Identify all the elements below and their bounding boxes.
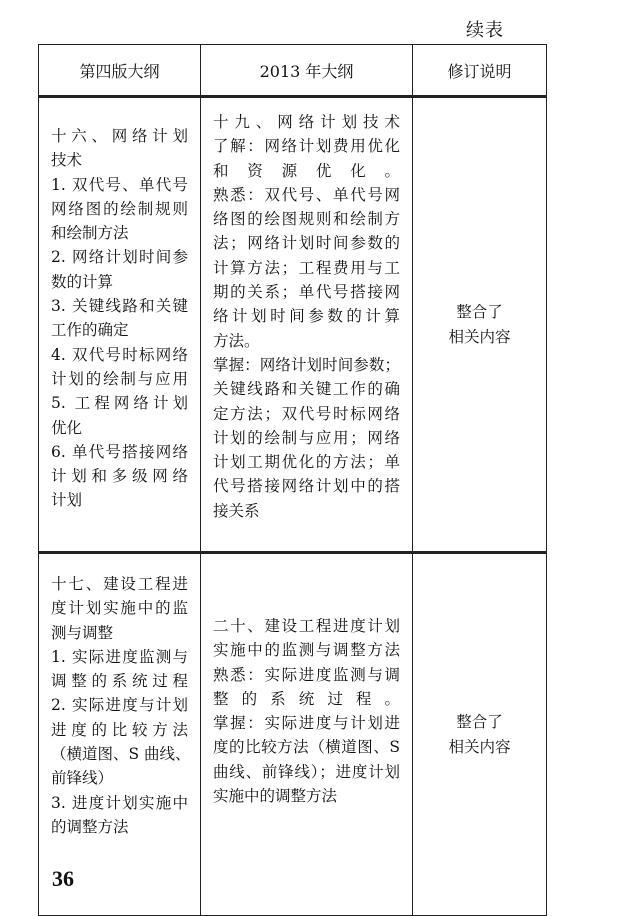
cell-text-line: 接关系	[213, 501, 260, 520]
cell-text-line: 相关内容	[448, 327, 511, 346]
cell-text-line: 前锋线）	[51, 769, 114, 788]
cell-text-line: 5. 工程网络计划	[51, 394, 188, 413]
cell-text-line: 实施中的调整方法	[213, 787, 338, 806]
cell-text-line: 十六、网络计划	[51, 127, 188, 145]
cell-text-line: 3. 关键线路和关键	[51, 297, 188, 316]
cell-text-line: 计划的绘制与应用；网络	[213, 428, 400, 447]
cell-fourth-edition	[39, 553, 201, 916]
cell-text-line: 4. 双代号时标网络	[51, 345, 188, 364]
cell-text-line: 十七、建设工程进	[51, 575, 188, 593]
cell-text-line: 定方法；双代号时标网络	[213, 404, 400, 423]
syllabus-comparison-table	[38, 44, 547, 916]
cell-text-line: 度计划实施中的监	[51, 599, 188, 618]
cell-text-line: 期的关系；单代号搭接网	[213, 283, 400, 302]
cell-text-line: 数的计算	[51, 272, 114, 291]
cell-2013-syllabus	[201, 553, 413, 916]
header-revision-notes: 修订说明	[413, 45, 547, 97]
cell-text-line: 度的比较方法（横道图、S	[213, 738, 400, 757]
cell-text-line: 3. 进度计划实施中	[51, 793, 188, 812]
cell-text-line: 曲线、前锋线）；进度计划	[213, 762, 400, 781]
cell-revision-note	[413, 97, 547, 553]
cell-text-line: 工作的确定	[51, 321, 129, 340]
cell-text-line: 十九、网络计划技术	[213, 113, 400, 131]
cell-text-line: 优化	[51, 418, 83, 437]
cell-text-line: 计划的绘制与应用	[51, 369, 188, 388]
table-row	[39, 97, 547, 553]
cell-text-line: 测与调整	[51, 623, 114, 642]
cell-text-line: 1. 实际进度监测与	[51, 647, 188, 666]
cell-text-line: 熟悉：实际进度监测与调	[213, 665, 400, 684]
cell-text-line: 6. 单代号搭接网络	[51, 442, 188, 461]
cell-text-line: 实施中的监测与调整方法	[213, 641, 400, 660]
cell-text-line: 方法。	[213, 331, 260, 350]
cell-text-line: 网络图的绘制规则	[51, 199, 188, 218]
cell-text-line: 调整的系统过程	[51, 672, 188, 691]
cell-text-line: 掌握：网络计划时间参数；	[213, 355, 400, 374]
cell-text-line: （横道图、S 曲线、	[51, 745, 191, 764]
cell-text-line: 计算方法；工程费用与工	[213, 258, 400, 277]
cell-text-line: 关键线路和关键工作的确	[213, 380, 400, 399]
cell-text-line: 计划	[51, 491, 83, 510]
cell-text-line: 二十、建设工程进度计划	[213, 617, 400, 635]
cell-text-line: 法；网络计划时间参数的	[213, 234, 400, 253]
cell-text-line: 络计划时间参数的计算	[213, 307, 400, 326]
cell-text-line: 整的系统过程。	[213, 689, 400, 708]
cell-text-line: 了解：网络计划费用优化	[213, 137, 400, 156]
cell-text-line: 熟悉：双代号、单代号网	[213, 185, 400, 204]
cell-text-line: 整合了	[456, 713, 503, 732]
header-2013-syllabus: 2013 年大纲	[201, 45, 413, 97]
cell-text-line: 掌握：实际进度与计划进	[213, 714, 400, 733]
cell-text-line: 进度的比较方法	[51, 720, 188, 739]
cell-text-line: 2. 实际进度与计划	[51, 696, 188, 715]
cell-text-line: 计划和多级网络	[51, 467, 188, 486]
header-fourth-edition: 第四版大纲	[39, 45, 201, 97]
cell-text-line: 计划工期优化的方法；单	[213, 453, 400, 472]
cell-text-line: 的调整方法	[51, 817, 129, 836]
table-row	[39, 553, 547, 916]
cell-2013-syllabus	[201, 97, 413, 553]
continued-table-label: 续表	[466, 20, 504, 41]
cell-text-line: 2. 网络计划时间参	[51, 248, 188, 267]
cell-text-line: 相关内容	[448, 737, 511, 756]
cell-fourth-edition	[39, 97, 201, 553]
cell-text-line: 络图的绘图规则和绘制方	[213, 210, 400, 229]
cell-text-line: 技术	[51, 151, 83, 170]
cell-text-line: 代号搭接网络计划中的搭	[213, 477, 400, 496]
table-header-row	[39, 45, 547, 97]
cell-revision-note	[413, 553, 547, 916]
cell-text-line: 1. 双代号、单代号	[51, 175, 188, 194]
page-number: 36	[52, 866, 74, 891]
cell-text-line: 整合了	[456, 303, 503, 322]
cell-text-line: 和资源优化。	[213, 161, 400, 180]
cell-text-line: 和绘制方法	[51, 224, 129, 243]
